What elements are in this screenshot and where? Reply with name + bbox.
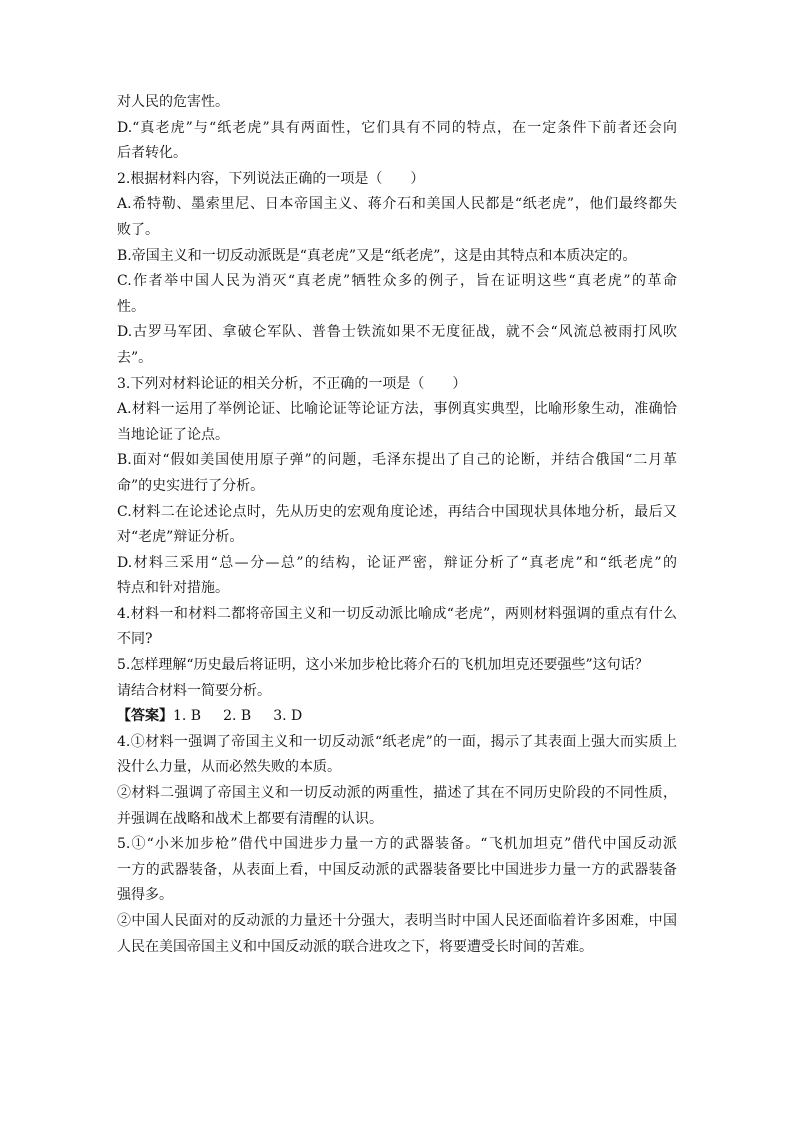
document-page bbox=[117, 90, 677, 960]
answer-5-line: 5.①“小米加步枪”借代中国进步力量一方的武器装备。“飞机加坦克”借代中国反动派 bbox=[117, 836, 677, 853]
answer-key-line bbox=[117, 704, 677, 730]
text-line: 并强调在战略和战术上都要有清醒的认识。 bbox=[117, 810, 383, 827]
option-b-line: B.帝国主义和一切反动派既是“真老虎”又是“纸老虎”，这是由其特点和本质决定的。 bbox=[117, 247, 637, 264]
answer-item: 2. B bbox=[223, 708, 252, 725]
answer-item: 3. D bbox=[273, 708, 303, 725]
text-line: 当地论证了论点。 bbox=[117, 426, 229, 443]
text-line: 对“老虎”辩证分析。 bbox=[117, 529, 244, 546]
option-c-line: C.作者举中国人民为消灭“真老虎”牺牲众多的例子，旨在证明这些“真老虎”的革命 bbox=[117, 273, 677, 290]
text-line: 对人民的危害性。 bbox=[117, 94, 229, 110]
question-5: 5.怎样理解“历史最后将证明，这小米加步枪比蒋介石的飞机加坦克还要强些”这句话？ bbox=[117, 657, 649, 674]
text-line: 强得多。 bbox=[117, 887, 173, 904]
text-line: 人民在美国帝国主义和中国反动派的联合进攻之下，将要遭受长时间的苦难。 bbox=[117, 938, 593, 955]
answer-4-line: ②材料二强调了帝国主义和一切反动派的两重性，描述了其在不同历史阶段的不同性质， bbox=[117, 785, 677, 802]
option-b-line: B.面对“假如美国使用原子弹”的问题，毛泽东提出了自己的论断，并结合俄国“二月革 bbox=[117, 452, 677, 469]
text-line: 没什么力量，从而必然失败的本质。 bbox=[117, 759, 341, 776]
text-line: 一方的武器装备，从表面上看，中国反动派的武器装备要比中国进步力量一方的武器装备 bbox=[117, 861, 677, 878]
answer-item: 1. B bbox=[173, 708, 202, 725]
answer-label: 【答案】 bbox=[117, 708, 173, 725]
text-line: 不同? bbox=[117, 631, 153, 648]
answer-5-line: ②中国人民面对的反动派的力量还十分强大，表明当时中国人民还面临着许多困难，中国 bbox=[117, 913, 677, 929]
text-line: 性。 bbox=[117, 298, 145, 315]
option-d-line: D.材料三采用“总—分—总”的结构，论证严密，辩证分析了“真老虎”和“纸老虎”的 bbox=[117, 554, 677, 571]
question-2: 2.根据材料内容，下列说法正确的一项是（ ） bbox=[117, 170, 425, 187]
option-d-line: D.古罗马军团、拿破仑军队、普鲁士铁流如果不无度征战，就不会“风流总被雨打风吹 bbox=[117, 324, 677, 341]
text-line: 去”。 bbox=[117, 349, 153, 366]
question-3: 3.下列对材料论证的相关分析，不正确的一项是（ ） bbox=[117, 375, 467, 392]
option-c-line: C.材料二在论述论点时，先从历史的宏观角度论述，再结合中国现状具体地分析，最后又 bbox=[117, 503, 677, 520]
text-line: 命”的史实进行了分析。 bbox=[117, 477, 265, 494]
text-line: 特点和针对措施。 bbox=[117, 580, 229, 597]
text-line: 败了。 bbox=[117, 221, 159, 238]
option-a-line: A.材料一运用了举例论证、比喻论证等论证方法，事例真实典型，比喻形象生动，准确恰 bbox=[117, 401, 677, 418]
option-d-line: D.“真老虎”与“纸老虎”具有两面性，它们具有不同的特点，在一定条件下前者还会向 bbox=[117, 119, 677, 136]
text-line: 后者转化。 bbox=[117, 145, 187, 162]
question-4: 4.材料一和材料二都将帝国主义和一切反动派比喻成“老虎”，两则材料强调的重点有什么 bbox=[117, 605, 677, 622]
answer-4-line: 4.①材料一强调了帝国主义和一切反动派“纸老虎”的一面，揭示了其表面上强大而实质上 bbox=[117, 733, 677, 750]
option-a-line: A.希特勒、墨索里尼、日本帝国主义、蒋介石和美国人民都是“纸老虎”，他们最终都失 bbox=[117, 196, 677, 213]
text-line: 请结合材料一简要分析。 bbox=[117, 682, 271, 699]
